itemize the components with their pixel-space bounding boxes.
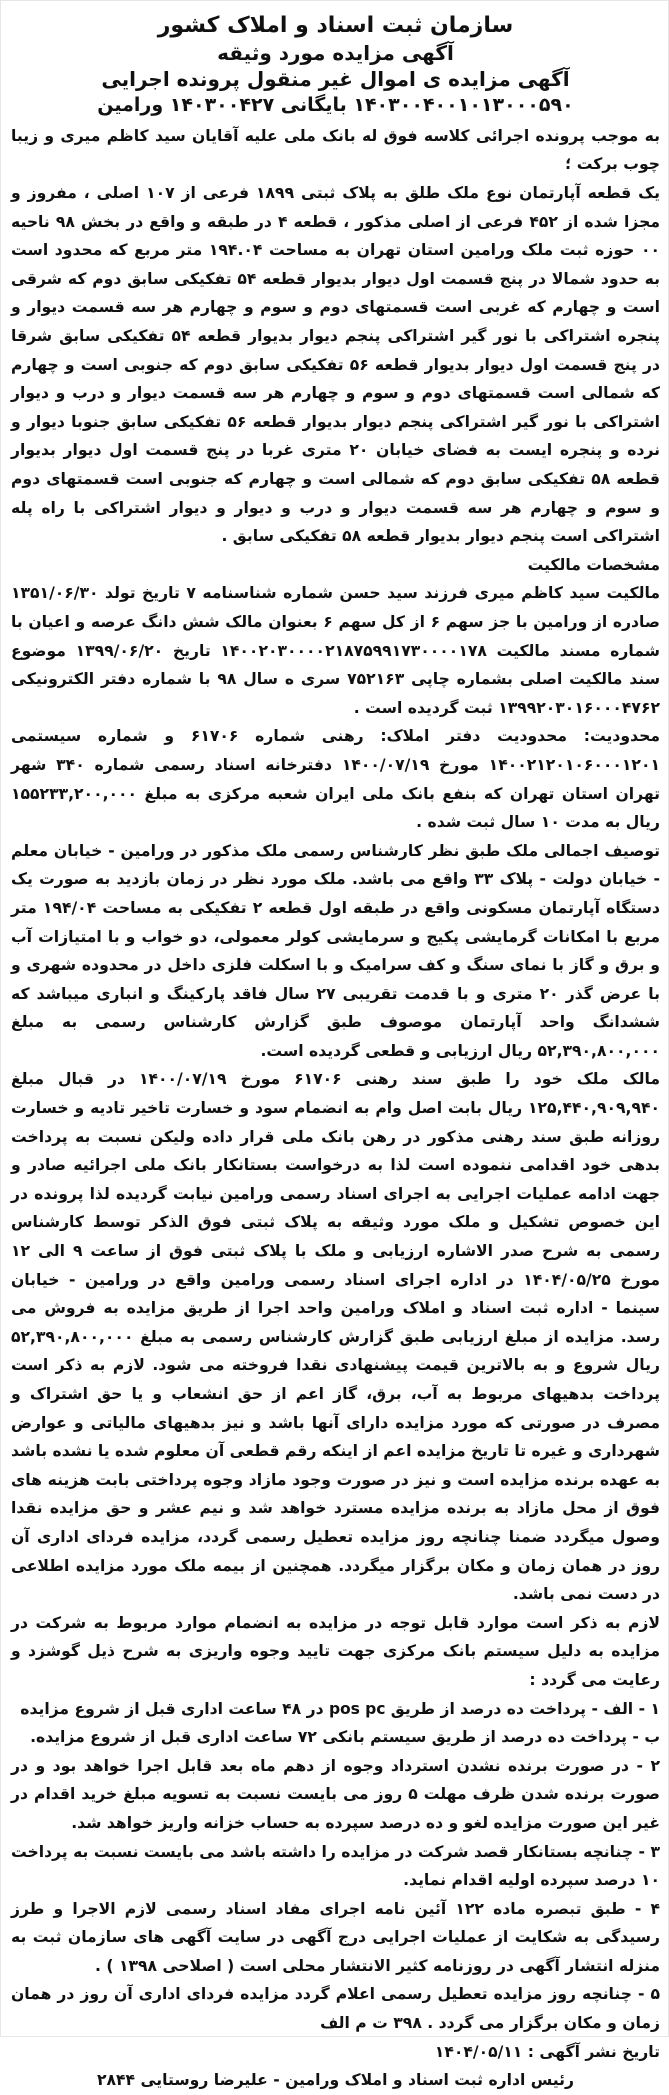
notice-title: آگهی مزایده مورد وثیقه xyxy=(217,41,454,66)
condition-item: ۳ - چنانچه بستانکار قصد شرکت در مزایده را داشته باشد می بایست نسبت به پرداخت ۱۰ درصد سپرده اولیه اقدام نماید. xyxy=(11,1842,660,1890)
condition-item: ۵ - چنانچه روز مزایده تعطیل رسمی اعلام گردد مزایده فردای اداری آن روز در همان زمان و مکان برگزار می گردد . ۳۹۸ ت م الف xyxy=(11,1985,660,2033)
organization-title: سازمان ثبت اسناد و املاک کشور xyxy=(157,13,514,38)
signature: رئیس اداره ثبت اسناد و املاک ورامین - علیرضا روستایی ۲۸۴۴ xyxy=(96,2071,575,2090)
restriction-details: محدودیت: محدودیت دفتر املاک: رهنی شماره ۶۱۷۰۶ و شماره سیستمی ۱۴۰۰۲۱۲۰۱۰۶۰۰۰۱۲۰۱ مورخ ۱۴۰۰/۰۷/۱۹ دفترخانه اسناد رسمی شماره ۳۴۰ شهر تهران استان تهران که بنفع بانک ملی ایران شعبه مرکزی به مبلغ ۱۵۵۲۳۳,۲۰۰,۰۰۰ ریال به مدت ۱۰ سال ثبت شده . xyxy=(11,727,660,832)
condition-item: ۲ - در صورت برنده نشدن استرداد وجوه از دهم ماه بعد قابل اجرا خواهد بود و در صورت برنده شدن ظرف مهلت ۵ روز می بایست نسبت به تسویه مبلغ خرید اقدام در غیر این صورت مزایده لغو و ده درصد سپرده به حساب خزانه واریز خواهد شد. xyxy=(11,1756,660,1832)
notice-header xyxy=(11,11,660,118)
condition-item: ب - پرداخت ده درصد از طریق سیستم بانکی ۷۲ ساعت اداری قبل از شروع مزایده. xyxy=(30,1728,660,1747)
conditions-intro: لازم به ذکر است موارد قابل توجه در مزایده به انضمام موارد مربوط به شرکت در مزایده به دلیل سیستم بانک مرکزی جهت تایید وجوه واریزی به شرح ذیل گوشزد و رعایت می گردد : xyxy=(11,1613,660,1689)
intro-paragraph: به موجب پرونده اجرائی کلاسه فوق له بانک ملی علیه آقایان سید کاظم میری و زیبا چوب برکت ؛ xyxy=(11,126,660,174)
notice-subject: آگهی مزایده ی اموال غیر منقول پرونده اجرایی xyxy=(101,67,570,92)
publish-date: تاریخ نشر آگهی : ۱۴۰۴/۰۵/۱۱ xyxy=(434,2042,660,2061)
condition-item: ۱ - الف - پرداخت ده درصد از طریق pos pc در ۴۸ ساعت اداری قبل از شروع مزایده xyxy=(20,1699,660,1718)
ownership-details: مالکیت سید کاظم میری فرزند سید حسن شماره شناسنامه ۷ تاریخ تولد ۱۳۵۱/۰۶/۳۰ صادره از ورامین با جز سهم ۶ از کل سهم ۶ بعنوان مالک شش دانگ عرصه و اعیان با شماره مسند مالکیت ۱۴۰۰۲۰۳۰۰۰۰۲۱۸۷۵۹۹۱۷۳۰۰۰۰۱۷۸ تاریخ ۱۳۹۹/۰۶/۲۰ موضوع سند مالکیت اصلی بشماره چاپی ۷۵۲۱۶۳ سری ه سال ۹۸ با شماره دفتر الکترونیکی ۱۳۹۹۲۰۳۰۱۶۰۰۰۴۷۶۲ ثبت گردیده است . xyxy=(11,584,661,717)
condition-item: ۴ - طبق تبصره ماده ۱۲۲ آئین نامه اجرای مفاد اسناد رسمی لازم الاجرا و طرز رسیدگی به شکایت از عملیات اجرایی درج آگهی در سایت آگهی های سازمان ثبت به منزله انتشار آگهی در روزنامه کثیر الانتشار محلی است ( اصلاحی ۱۳۹۸ ) . xyxy=(11,1899,660,1975)
file-number: ۱۴۰۳۰۰۴۰۰۱۰۱۳۰۰۰۵۹۰ بایگانی ۱۴۰۳۰۰۴۲۷ ورامین xyxy=(97,93,574,116)
auction-details: مالک ملک خود را طبق سند رهنی ۶۱۷۰۶ مورخ ۱۴۰۰/۰۷/۱۹ در قبال مبلغ ۱۲۵,۴۴۰,۹۰۹,۹۴۰ ریال بابت اصل وام به انضمام سود و خسارت تاخیر تادیه و خسارت روزانه طبق سند رهنی مذکور در رهن بانک ملی قرار داده ولیکن نسبت به پرداخت بدهی خود اقدامی ننموده است لذا به درخواست بستانکار بانک ملی اجرائیه صادر و جهت ادامه عملیات اجرایی به اجرای اسناد رسمی ورامین نیابت گردیده لذا پرونده در این خصوص تشکیل و ملک مورد وثیقه به پلاک ثبتی فوق الذکر توسط کارشناس رسمی به شرح صدر الاشاره ارزیابی و ملک با پلاک ثبتی فوق از ساعت ۹ الی ۱۲ مورخ ۱۴۰۴/۰۵/۲۵ در اداره اجرای اسناد رسمی ورامین واقع در ورامین - خیابان سینما - اداره ثبت اسناد و املاک ورامین واحد اجرا از طریق مزایده به فروش می رسد. مزایده از مبلغ ارزیابی طبق گزارش کارشناس رسمی به مبلغ ۵۲,۳۹۰,۸۰۰,۰۰۰ ریال شروع و به بالاترین قیمت پیشنهادی نقدا فروخته می شود. لازم به ذکر است پرداخت بدهیهای مربوط به آب، برق، گاز اعم از حق انشعاب و یا حق اشتراک و مصرف در صورتی که مورد مزایده دارای آنها باشد و نیز بدهیهای مالیاتی و عوارض شهرداری و غیره تا تاریخ مزایده اعم از اینکه رقم قطعی آن معلوم شده یا نشده باشد به عهده برنده مزایده است و نیز در صورت وجود مازاد وجوه پرداختی بابت هزینه های فوق از محل مازاد به برنده مزایده مسترد خواهد شد و نیم عشر و حق مزایده نقدا وصول میگردد ضمنا چنانچه روز مزایده تعطیل رسمی گردد، مزایده فردای اداری آن روز در همان زمان و مکان برگزار میگردد. همچنین از بیمه ملک مورد مزایده اطلاعی در دست نمی باشد. xyxy=(11,1070,660,1604)
ownership-heading: مشخصات مالکیت xyxy=(527,555,660,574)
property-description: یک قطعه آپارتمان نوع ملک طلق به پلاک ثبتی ۱۸۹۹ فرعی از ۱۰۷ اصلی ، مفروز و مجزا شده از ۴۵۲ فرعی از اصلی مذکور ، قطعه ۴ در طبقه و واقع در بخش ۹۸ ناحیه ۰۰ حوزه ثبت ملک ورامین استان تهران به مساحت ۱۹۴.۰۴ متر مربع که محدود است به حدود شمالا در پنج قسمت اول دیوار بدیوار قطعه ۵۴ تفکیکی سابق دوم که شرقی است و چهارم که غربی است قسمتهای دوم و سوم و چهارم هر سه قسمت دیوار و پنجره اشتراکی با نور گیر اشتراکی پنجم دیوار بدیوار قطعه ۵۴ تفکیکی سابق شرقا در پنج قسمت اول دیوار بدیوار قطعه ۵۶ تفکیکی سابق دوم که جنوبی است و چهارم که شمالی است قسمتهای دوم و سوم و چهارم هر سه قسمت دیوار و درب و دیوار اشتراکی با نور گیر اشتراکی پنجم دیوار بدیوار قطعه ۵۶ تفکیکی سابق جنوبا دیوار و نرده و پنجره ایست به فضای خیابان ۲۰ متری غربا در پنج قسمت اول دیوار بدیوار قطعه ۵۸ تفکیکی سابق دوم که شمالی است و چهارم که جنوبی است قسمتهای دوم و سوم و چهارم هر سه قسمت دیوار و درب و دیوار و دیوار اشتراکی با راه پله اشتراکی است پنجم دیوار بدیوار قطعه ۵۸ تفکیکی سابق . xyxy=(11,184,661,546)
expert-description: توصیف اجمالی ملک طبق نظر کارشناس رسمی ملک مذکور در ورامین - خیابان معلم - خیابان دولت - پلاک ۳۳ واقع می باشد. ملک مورد نظر در زمان بازدید به صورت یک دستگاه آپارتمان مسکونی واقع در طبقه اول قطعه ۲ تفکیکی به مساحت ۱۹۴/۰۴ متر مربع با امکانات گرمایشی پکیج و سرمایشی کولر معمولی، دو خواب و با امتیازات آب و برق و گاز با نمای سنگ و کف سرامیک و با اسکلت فلزی داخل در محدوده شهری و با عرض گذر ۲۰ متری و با قدمت تقریبی ۲۷ سال فاقد پارکینگ و انباری میباشد که ششدانگ واحد آپارتمان موصوف طبق گزارش کارشناس رسمی به مبلغ ۵۲,۳۹۰,۸۰۰,۰۰۰ ریال ارزیابی و قطعی گردیده است. xyxy=(11,841,661,1060)
